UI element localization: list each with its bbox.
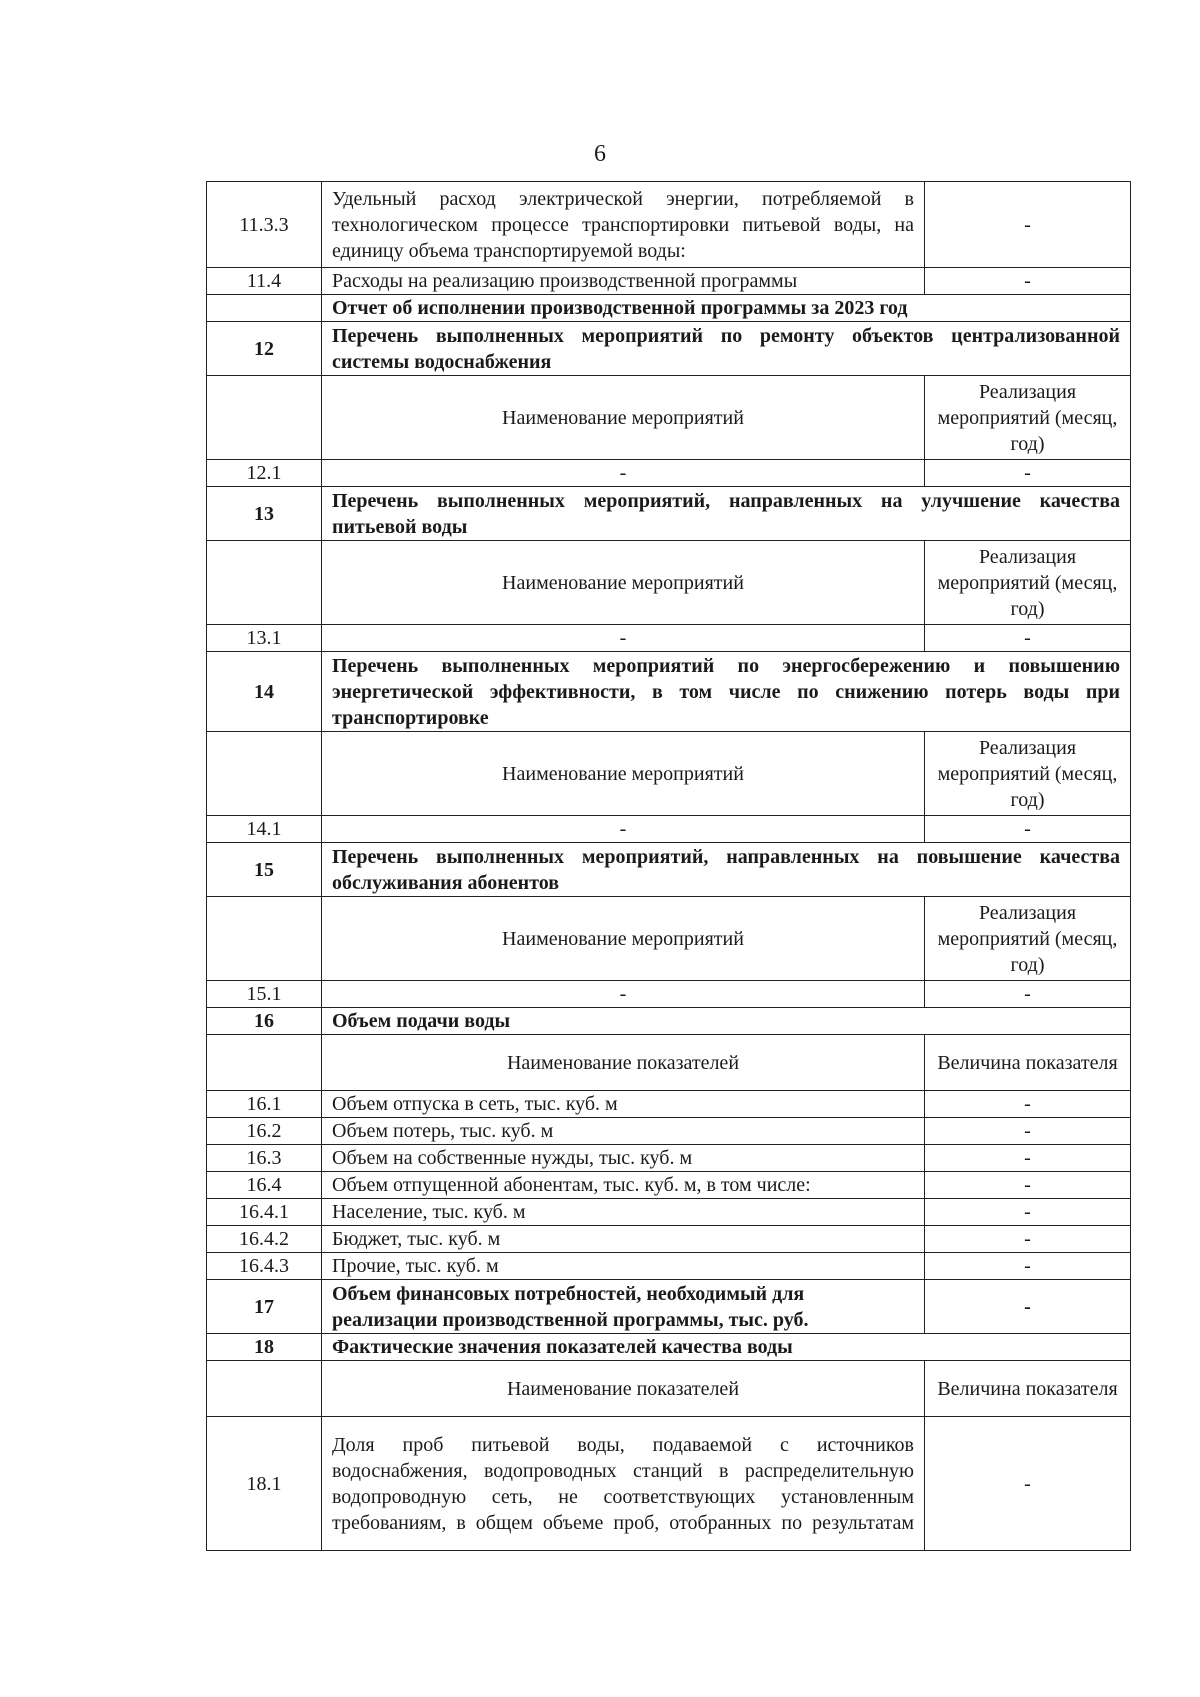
section-header-row — [207, 652, 1131, 732]
section-number: 12 — [207, 322, 322, 376]
column-header-name: Наименование показателей — [322, 1035, 925, 1091]
section-header-row — [207, 487, 1131, 541]
row-value: - — [925, 1280, 1131, 1334]
row-number: 16.2 — [207, 1118, 322, 1145]
table-row — [207, 182, 1131, 268]
row-number: 16.4.2 — [207, 1226, 322, 1253]
section-header-row — [207, 1008, 1131, 1035]
row-number: 16.4 — [207, 1172, 322, 1199]
section-title: Перечень выполненных мероприятий, направленных на повышение качества обслуживания абонентов — [322, 843, 1131, 897]
table-row — [207, 1280, 1131, 1334]
row-value: - — [925, 182, 1131, 268]
row-number: 16.4.1 — [207, 1199, 322, 1226]
row-text: - — [322, 981, 925, 1008]
row-value: - — [925, 1253, 1131, 1280]
page-number: 6 — [594, 141, 606, 167]
row-value: - — [925, 1417, 1131, 1551]
production-program-table — [206, 181, 1131, 1551]
column-header-row — [207, 541, 1131, 625]
section-title: Перечень выполненных мероприятий, направленных на улучшение качества питьевой воды — [322, 487, 1131, 541]
table-row — [207, 1199, 1131, 1226]
row-number: 11.4 — [207, 268, 322, 295]
table-row — [207, 625, 1131, 652]
row-value: - — [925, 981, 1131, 1008]
row-text: - — [322, 816, 925, 843]
row-text: Население, тыс. куб. м — [322, 1199, 925, 1226]
table-row — [207, 460, 1131, 487]
report-title: Отчет об исполнении производственной программы за 2023 год — [322, 295, 1131, 322]
section-title: Перечень выполненных мероприятий по ремонту объектов централизованной системы водоснабжения — [322, 322, 1131, 376]
row-number: 12.1 — [207, 460, 322, 487]
row-number: 11.3.3 — [207, 182, 322, 268]
row-text: Прочие, тыс. куб. м — [322, 1253, 925, 1280]
table-row — [207, 1145, 1131, 1172]
row-text: Объем потерь, тыс. куб. м — [322, 1118, 925, 1145]
row-text: Объем финансовых потребностей, необходимый для реализации производственной программы, тыс. руб. — [322, 1280, 925, 1334]
row-text: Расходы на реализацию производственной программы — [322, 268, 925, 295]
section-number: 14 — [207, 652, 322, 732]
row-text: Объем отпущенной абонентам, тыс. куб. м, в том числе: — [322, 1172, 925, 1199]
section-header-row — [207, 1334, 1131, 1361]
column-header-implementation: Реализация мероприятий (месяц, год) — [925, 732, 1131, 816]
row-text: Объем отпуска в сеть, тыс. куб. м — [322, 1091, 925, 1118]
column-header-implementation: Реализация мероприятий (месяц, год) — [925, 541, 1131, 625]
row-text: Бюджет, тыс. куб. м — [322, 1226, 925, 1253]
section-title: Объем подачи воды — [322, 1008, 1131, 1035]
row-number: 16.4.3 — [207, 1253, 322, 1280]
section-title: Фактические значения показателей качества воды — [322, 1334, 1131, 1361]
row-value: - — [925, 816, 1131, 843]
column-header-implementation: Реализация мероприятий (месяц, год) — [925, 376, 1131, 460]
column-header-name: Наименование мероприятий — [322, 897, 925, 981]
row-number: 17 — [207, 1280, 322, 1334]
column-header-value: Величина показателя — [925, 1035, 1131, 1091]
column-header-row — [207, 897, 1131, 981]
column-header-row — [207, 732, 1131, 816]
section-number: 18 — [207, 1334, 322, 1361]
column-header-row — [207, 376, 1131, 460]
row-value: - — [925, 1172, 1131, 1199]
row-text: Объем на собственные нужды, тыс. куб. м — [322, 1145, 925, 1172]
table-row — [207, 816, 1131, 843]
table-row — [207, 981, 1131, 1008]
column-header-implementation: Реализация мероприятий (месяц, год) — [925, 897, 1131, 981]
column-header-value: Величина показателя — [925, 1361, 1131, 1417]
row-number: 16.3 — [207, 1145, 322, 1172]
row-value: - — [925, 1199, 1131, 1226]
section-header-row — [207, 843, 1131, 897]
row-text: Доля проб питьевой воды, подаваемой с источников водоснабжения, водопроводных станций в распределительную водопроводную сеть, не соответствующих установленным требованиям, в общем объеме проб, отобранных по результатам — [322, 1417, 925, 1551]
table-row — [207, 1226, 1131, 1253]
table-row — [207, 1172, 1131, 1199]
row-value: - — [925, 625, 1131, 652]
row-value: - — [925, 1226, 1131, 1253]
row-number: 15.1 — [207, 981, 322, 1008]
row-text: Удельный расход электрической энергии, потребляемой в технологическом процессе транспортировки питьевой воды, на единицу объема транспортируемой воды: — [322, 182, 925, 268]
row-text: - — [322, 460, 925, 487]
column-header-row — [207, 1035, 1131, 1091]
section-header-row — [207, 322, 1131, 376]
table-row — [207, 295, 1131, 322]
row-text: - — [322, 625, 925, 652]
row-value: - — [925, 1118, 1131, 1145]
row-number: 14.1 — [207, 816, 322, 843]
table-row — [207, 1118, 1131, 1145]
section-number: 16 — [207, 1008, 322, 1035]
row-number: 16.1 — [207, 1091, 322, 1118]
row-number: 13.1 — [207, 625, 322, 652]
table-row — [207, 1417, 1131, 1551]
row-value: - — [925, 1145, 1131, 1172]
row-value: - — [925, 460, 1131, 487]
section-title: Перечень выполненных мероприятий по энергосбережению и повышению энергетической эффективности, в том числе по снижению потерь воды при транспортировке — [322, 652, 1131, 732]
section-number: 15 — [207, 843, 322, 897]
table-row — [207, 1091, 1131, 1118]
column-header-row — [207, 1361, 1131, 1417]
section-number: 13 — [207, 487, 322, 541]
column-header-name: Наименование мероприятий — [322, 732, 925, 816]
row-value: - — [925, 268, 1131, 295]
row-number: 18.1 — [207, 1417, 322, 1551]
column-header-name: Наименование показателей — [322, 1361, 925, 1417]
column-header-name: Наименование мероприятий — [322, 376, 925, 460]
row-value: - — [925, 1091, 1131, 1118]
table-row — [207, 268, 1131, 295]
column-header-name: Наименование мероприятий — [322, 541, 925, 625]
table-row — [207, 1253, 1131, 1280]
